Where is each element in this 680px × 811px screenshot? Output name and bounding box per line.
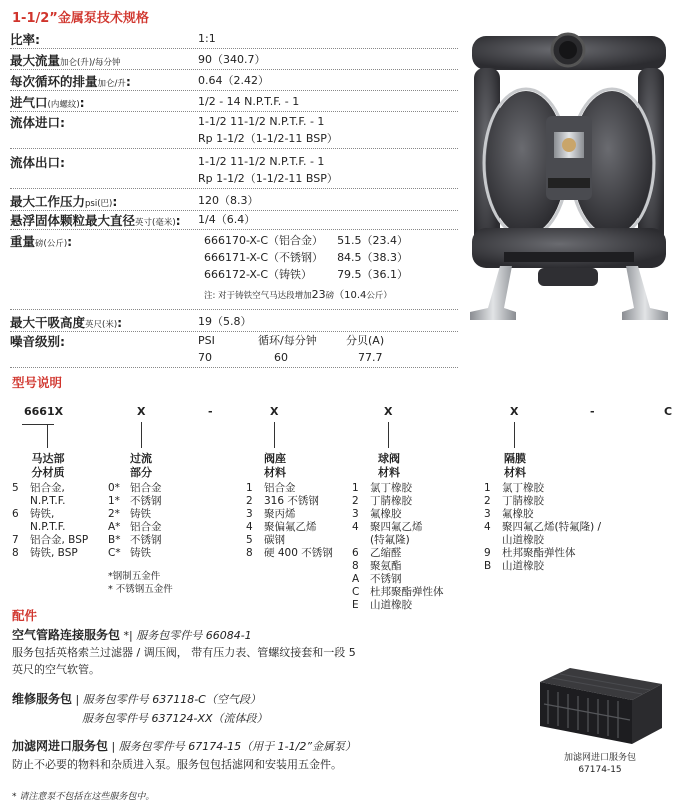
list-item [352, 521, 482, 534]
strainer-kit-image [530, 660, 670, 750]
list-item [484, 560, 644, 573]
option-value: 氟橡胶 [502, 508, 534, 520]
code-connector [47, 424, 48, 448]
option-value: 聚氨酯 [370, 560, 402, 572]
spec-max-pressure [10, 192, 458, 211]
option-key [352, 534, 370, 547]
option-value: N.P.T.F. [30, 521, 66, 533]
option-value: (特氟隆) [370, 534, 410, 546]
code-connector [514, 422, 515, 448]
option-key: 9 [484, 547, 491, 559]
spec-colon: : [67, 234, 73, 249]
option-key: 8 [246, 547, 253, 559]
list-item [246, 521, 356, 534]
option-key: A* [108, 521, 121, 533]
option-key [12, 495, 30, 508]
code-underline [22, 424, 54, 425]
weight-value: 84.5（38.3） [337, 251, 409, 264]
list-item [484, 547, 644, 560]
list-item [108, 495, 218, 508]
spec-value: Rp 1-1/2（1-1/2-11 BSP） [198, 172, 338, 185]
list-item [246, 482, 356, 495]
spec-label: 重量 [10, 234, 36, 249]
model-code-dash: - [590, 405, 595, 418]
option-value: 氟橡胶 [370, 508, 402, 520]
note-number: 23 [311, 288, 326, 301]
options-motor [12, 482, 112, 560]
spec-air-inlet [10, 93, 458, 112]
option-key: 2 [484, 495, 491, 507]
weight-value: 79.5（36.1） [337, 268, 409, 281]
spec-colon: : [175, 213, 181, 228]
spec-label: 流体出口: [10, 155, 65, 170]
kit-description: 英尺的空气软管。 [12, 663, 100, 676]
option-value: 铝合金, BSP [30, 534, 89, 546]
list-item [12, 482, 112, 495]
weight-note [204, 286, 422, 303]
pump-image [464, 28, 674, 328]
spec-weight [10, 232, 458, 310]
option-key [484, 534, 502, 547]
option-key: 7 [12, 534, 19, 546]
option-key: 6 [352, 547, 359, 559]
spec-fluid-inlet [10, 113, 458, 149]
list-item [352, 495, 482, 508]
code-connector [274, 422, 275, 448]
option-key: 4 [352, 521, 359, 533]
spec-value: 19（5.8） [198, 315, 252, 328]
option-value: 铸铁, BSP [30, 547, 78, 559]
kit-part-number: 服务包零件号 637118-C（空气段） [82, 693, 261, 706]
spec-max-flow [10, 51, 458, 70]
list-item [12, 508, 112, 521]
option-value: 氯丁橡胶 [370, 482, 412, 494]
spec-value: 1-1/2 11-1/2 N.P.T.F. - 1 [198, 115, 325, 128]
option-value: 丁腈橡胶 [370, 495, 412, 507]
spec-label: 最大流量 [10, 53, 61, 68]
option-key: 1 [246, 482, 253, 494]
kit-air-line [12, 627, 492, 678]
caption-line: 加滤网进口服务包 [563, 753, 636, 763]
option-key: 1* [108, 495, 120, 507]
col-head-line: 球阀 [378, 452, 400, 465]
weight-table [204, 232, 422, 283]
option-value: 铸铁 [130, 508, 151, 520]
option-value: 316 不锈钢 [264, 495, 319, 507]
option-value: 铝合金, [30, 482, 65, 494]
option-value: 不锈钢 [130, 534, 162, 546]
spec-fluid-outlet [10, 153, 458, 189]
option-key: 6 [12, 508, 19, 520]
accessories-title: 配件 [12, 608, 38, 623]
footnote: * 请注意泵不包括在这些服务包中。 [12, 792, 155, 802]
col-head-seat [252, 452, 298, 480]
list-item [484, 495, 644, 508]
option-key: E [352, 599, 359, 611]
col-head-line: 马达部 [31, 452, 65, 465]
list-item [352, 560, 482, 573]
list-item [352, 599, 482, 612]
option-key: 8 [12, 547, 19, 559]
hardware-note: *钢制五金件 [108, 571, 161, 582]
spec-value: 1/4（6.4） [198, 213, 256, 226]
option-key: 2* [108, 508, 120, 520]
spec-value: 1-1/2 11-1/2 N.P.T.F. - 1 [198, 155, 325, 168]
table-row [204, 232, 422, 249]
spec-label: 流体进口: [10, 115, 65, 130]
option-value: 丁腈橡胶 [502, 495, 544, 507]
list-item [108, 482, 218, 495]
option-key: 3 [484, 508, 491, 520]
col-head-line: 材料 [264, 466, 286, 479]
list-item [352, 482, 482, 495]
option-value: 聚丙烯 [264, 508, 296, 520]
spec-label: 进气口 [10, 95, 48, 110]
option-key: 3 [246, 508, 253, 520]
kit-name: 加滤网进口服务包 [12, 739, 109, 753]
option-value: 铝合金 [130, 482, 162, 494]
spec-colon: : [117, 315, 123, 330]
spec-label: 比率: [10, 32, 40, 47]
col-head-wetted [118, 452, 164, 480]
spec-unit: 加仑(升)/每分钟 [60, 58, 121, 68]
option-value: 聚偏氟乙烯 [264, 521, 317, 533]
list-item [246, 534, 356, 547]
option-value: 不锈钢 [130, 495, 162, 507]
noise-value: 60 [274, 351, 288, 364]
options-seat [246, 482, 356, 560]
list-item [108, 508, 218, 521]
option-key: 1 [352, 482, 359, 494]
option-value: 铸铁 [130, 547, 151, 559]
col-head-line: 阀座 [264, 452, 286, 465]
list-item [246, 495, 356, 508]
list-item [108, 521, 218, 534]
note-number: （10.4 [334, 290, 367, 301]
option-key [12, 521, 30, 534]
spec-unit: 英寸(毫米) [135, 218, 176, 228]
col-head-line: 材料 [378, 466, 400, 479]
list-item [484, 482, 644, 495]
spec-colon: : [125, 74, 131, 89]
hardware-note: * 不锈钢五金件 [108, 584, 173, 595]
option-key: B [484, 560, 492, 572]
option-value: 铸铁, [30, 508, 55, 520]
options-wetted [108, 482, 218, 596]
spec-label: 悬浮固体颗粒最大直径 [10, 213, 136, 228]
spec-value: 1:1 [198, 32, 216, 45]
option-key: C [352, 586, 360, 598]
option-key: 3 [352, 508, 359, 520]
list-item [12, 547, 112, 560]
model-code-ball: X [384, 405, 393, 418]
model-code-base: 6661X [24, 405, 64, 418]
model-code-seat: X [270, 405, 279, 418]
col-head-diaphragm [492, 452, 538, 480]
option-key: 8 [352, 560, 359, 572]
options-diaphragm [484, 482, 644, 573]
weight-model: 666170-X-C（铝合金） [204, 234, 324, 247]
model-desc-title: 型号说明 [12, 375, 63, 390]
option-value: N.P.T.F. [30, 495, 66, 507]
option-key: A [352, 573, 360, 585]
spec-colon: : [112, 194, 118, 209]
code-connector [388, 422, 389, 448]
kit-name: 空气管路连接服务包 [12, 628, 121, 642]
col-head-line: 材料 [504, 466, 526, 479]
col-head-line: 隔膜 [504, 452, 526, 465]
option-key: 1 [484, 482, 491, 494]
list-item [352, 573, 482, 586]
caption-line: 67174-15 [578, 765, 622, 775]
kit-separator: | [72, 693, 83, 706]
spec-colon: : [79, 95, 85, 110]
weight-model: 666172-X-C（铸铁） [204, 268, 313, 281]
option-key: 5 [12, 482, 19, 494]
col-head-ball [366, 452, 412, 480]
spec-label: 最大干吸高度 [10, 315, 86, 330]
kit-strainer [12, 737, 512, 774]
list-item [108, 534, 218, 547]
spec-unit: 磅(公斤) [35, 239, 68, 249]
option-value: 杜邦聚酯弹性体 [502, 547, 576, 559]
option-value: 氯丁橡胶 [502, 482, 544, 494]
option-key: 2 [352, 495, 359, 507]
table-row [204, 249, 422, 266]
note-text: 公斤） [366, 291, 392, 301]
spec-unit: psi(巴) [85, 199, 113, 209]
spec-value: 90（340.7） [198, 53, 266, 66]
spec-max-solids [10, 211, 458, 230]
spec-max-suction [10, 313, 458, 332]
list-item [246, 547, 356, 560]
weight-value: 51.5（23.4） [337, 234, 409, 247]
option-key: C* [108, 547, 121, 559]
model-code-suffix: C [664, 405, 673, 418]
option-value: 聚四氟乙烯 [370, 521, 423, 533]
kit-description: 防止不必要的物料和杂质进入泵。服务包包括滤网和安装用五金件。 [12, 758, 342, 771]
list-item [352, 586, 482, 599]
kit-part-number: 服务包零件号 66084-1 [136, 629, 252, 642]
spec-displacement [10, 72, 458, 91]
spec-label: 噪音级别: [10, 334, 65, 349]
noise-header: 循环/每分钟 [258, 334, 317, 347]
list-item [484, 508, 644, 521]
option-value: 铝合金 [130, 521, 162, 533]
strainer-kit-caption [540, 752, 660, 776]
kit-separator: *| [120, 629, 137, 642]
option-key: 4 [484, 521, 491, 533]
spec-ratio [10, 30, 458, 49]
option-key: 5 [246, 534, 253, 546]
table-row [204, 266, 422, 283]
spec-label: 最大工作压力 [10, 194, 86, 209]
spec-unit: 加仑/升 [97, 79, 126, 89]
model-code-diaphragm: X [510, 405, 519, 418]
noise-value: 77.7 [358, 351, 383, 364]
page-title: 1-1/2”金属泵技术规格 [12, 11, 149, 26]
spec-value: 120（8.3） [198, 194, 259, 207]
spec-unit: 英尺(米) [85, 320, 118, 330]
note-text: 磅 [325, 291, 335, 301]
list-item [12, 534, 112, 547]
spec-value: 1/2 - 14 N.P.T.F. - 1 [198, 95, 300, 108]
col-head-line: 过流 [130, 452, 152, 465]
option-value: 杜邦聚酯弹性体 [370, 586, 444, 598]
weight-model: 666171-X-C（不锈钢） [204, 251, 324, 264]
kit-separator: | [108, 740, 119, 753]
spec-value: Rp 1-1/2（1-1/2-11 BSP） [198, 132, 338, 145]
option-value: 山道橡胶 [502, 534, 544, 546]
option-key: 2 [246, 495, 253, 507]
code-connector [141, 422, 142, 448]
kit-part-number: 服务包零件号 67174-15（用于 1-1/2”金属泵） [118, 740, 357, 753]
kit-description: 服务包括英格索兰过滤器 / 调压阀， 带有压力表、管螺纹接套和一段 5 [12, 646, 356, 659]
spec-value: 0.64（2.42） [198, 74, 269, 87]
noise-value: 70 [198, 351, 212, 364]
spec-noise [10, 332, 458, 368]
noise-header: PSI [198, 334, 215, 347]
option-value: 不锈钢 [370, 573, 402, 585]
model-code-motor: X [137, 405, 146, 418]
list-item [12, 521, 112, 534]
options-ball [352, 482, 482, 612]
spec-label: 每次循环的排量 [10, 74, 98, 89]
option-value: 山道橡胶 [370, 599, 412, 611]
spec-unit: (内螺纹) [47, 100, 80, 110]
option-value: 硬 400 不锈钢 [264, 547, 333, 559]
option-key: 4 [246, 521, 253, 533]
list-item [352, 508, 482, 521]
model-code-dash: - [208, 405, 213, 418]
note-text: 注: 对于铸铁空气马达段增加 [204, 291, 312, 301]
list-item [108, 547, 218, 560]
option-value: 聚四氟乙烯(特氟隆) / [502, 521, 602, 533]
list-item [484, 534, 644, 547]
option-value: 铝合金 [264, 482, 296, 494]
kit-name: 维修服务包 [12, 692, 73, 706]
list-item [352, 547, 482, 560]
list-item [246, 508, 356, 521]
option-value: 碳钢 [264, 534, 285, 546]
col-head-motor [20, 452, 76, 480]
kit-repair [12, 690, 492, 728]
option-key: B* [108, 534, 121, 546]
col-head-line: 分材质 [31, 466, 65, 479]
list-item [484, 521, 644, 534]
option-value: 山道橡胶 [502, 560, 544, 572]
option-key: 0* [108, 482, 120, 494]
list-item [12, 495, 112, 508]
list-item [352, 534, 482, 547]
col-head-line: 部分 [130, 466, 152, 479]
option-value: 乙缩醛 [370, 547, 402, 559]
noise-header: 分贝(A) [346, 334, 385, 347]
kit-part-number: 服务包零件号 637124-XX（流体段） [82, 712, 268, 725]
